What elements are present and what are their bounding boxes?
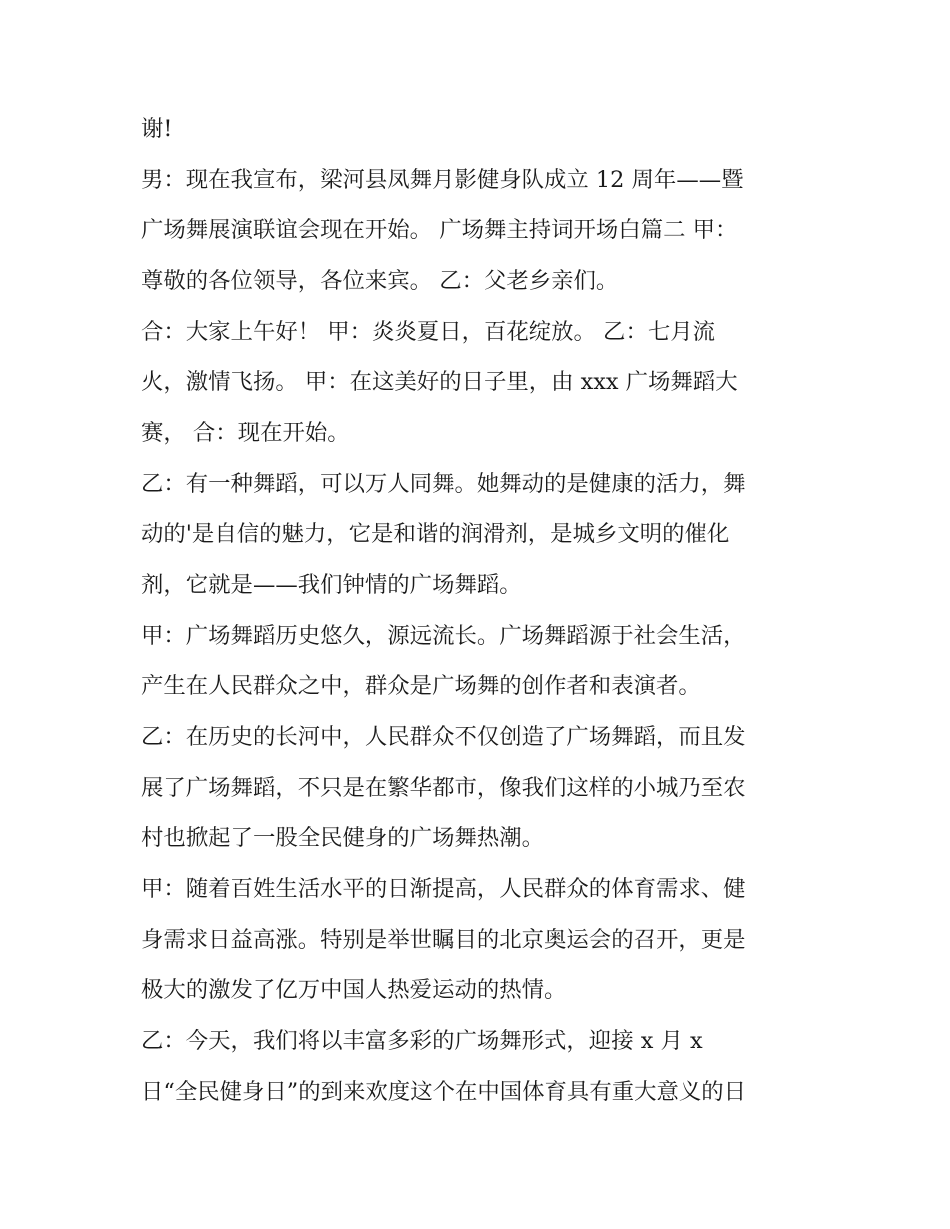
text-line: 乙：有一种舞蹈，可以万人同舞。她舞动的是健康的活力，舞 xyxy=(141,471,746,497)
text-line: 日“全民健身日”的到来欢度这个在中国体育具有重大意义的日 xyxy=(141,1079,747,1105)
text-line: 赛， 合：现在开始。 xyxy=(141,420,350,446)
text-line: 展了广场舞蹈，不只是在繁华都市，像我们这样的小城乃至农 xyxy=(141,775,746,801)
text-line: 动的'是自信的魅力，它是和谐的润滑剂，是城乡文明的催化 xyxy=(141,521,730,547)
text-line: 村也掀起了一股全民健身的广场舞热潮。 xyxy=(141,825,545,851)
text-line: 剂，它就是——我们钟情的广场舞蹈。 xyxy=(141,572,522,598)
text-line: 广场舞展演联谊会现在开始。 广场舞主持词开场白篇二 甲： xyxy=(141,217,738,243)
text-line: 极大的激发了亿万中国人热爱运动的热情。 xyxy=(141,977,567,1003)
text-line: 尊敬的各位领导，各位来宾。 乙：父老乡亲们。 xyxy=(141,268,619,294)
text-line: 乙：今天，我们将以丰富多彩的广场舞形式，迎接 x 月 x xyxy=(141,1028,703,1054)
text-line: 甲：随着百姓生活水平的日渐提高，人民群众的体育需求、健 xyxy=(141,876,746,902)
text-line: 身需求日益高涨。特别是举世瞩目的北京奥运会的召开，更是 xyxy=(141,927,746,953)
text-line: 男：现在我宣布，梁河县凤舞月影健身队成立 12 周年——暨 xyxy=(141,167,744,193)
text-line: 谢! xyxy=(141,116,173,142)
text-line: 乙：在历史的长河中，人民群众不仅创造了广场舞蹈，而且发 xyxy=(141,724,746,750)
text-line: 合：大家上午好！ 甲：炎炎夏日，百花绽放。 乙：七月流 xyxy=(141,319,715,345)
text-line: 产生在人民群众之中，群众是广场舞的创作者和表演者。 xyxy=(141,673,701,699)
text-line: 甲：广场舞蹈历史悠久，源远流长。广场舞蹈源于社会生活， xyxy=(141,623,746,649)
text-line: 火，激情飞扬。 甲：在这美好的日子里，由 xxx 广场舞蹈大 xyxy=(141,369,738,395)
